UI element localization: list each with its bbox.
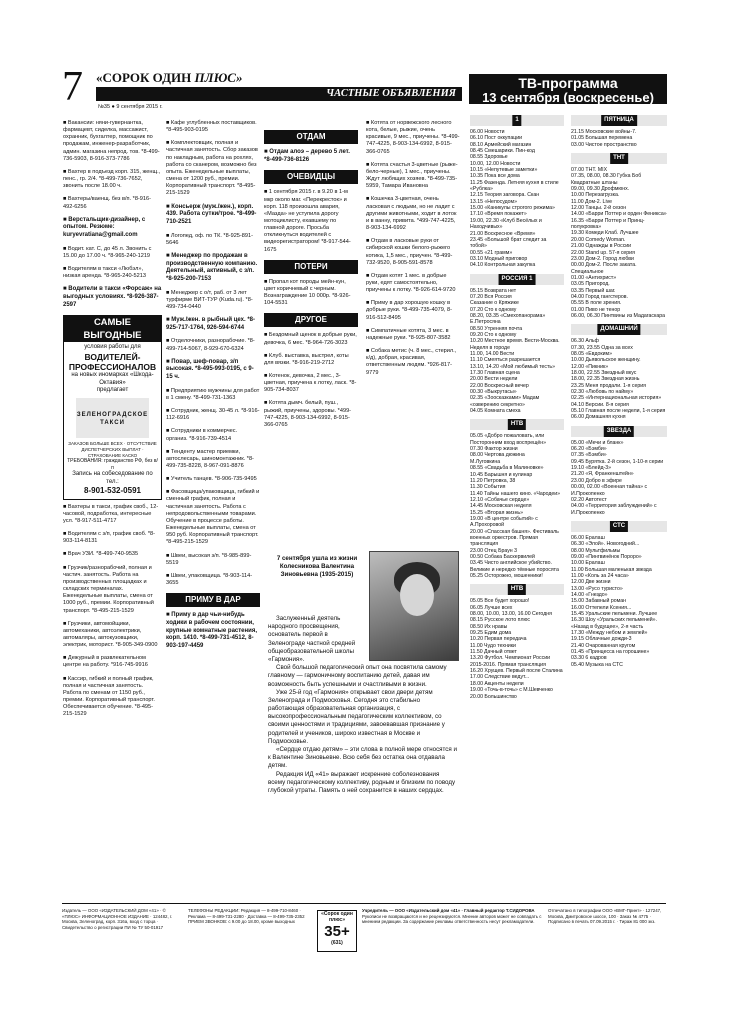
tv-listing: 16.35 «Барри Поттер и Принц-полукровка» [571,217,645,231]
channel-logo-bar [571,153,667,164]
tv-listing: 05.05 Все будет хорошо! [470,598,530,605]
tv-listing: 14.45 Московская неделя [470,503,532,510]
ad-item: ■ 1 сентября 2015 г. в 9.20 в 1-м мкр около маг. «Перекресток» и корп. 118 произошла авария, «Мазда» не уступила дорогу мотоциклисту, ехавшему по главной дороге. Просьба откликнуться водителей с видеорегистратором! *8-917-544-1675 [264,189,351,253]
ad-item: ■ Менеджер по продажам в производственную компанию. Деятельный, активный, с з/п. *8-925-200-7153 [166,252,258,282]
tv-listing: 14.00 «Барри Поттер и орден Феникса» [571,211,667,218]
founder-text: Учредитель — ООО «Издательский дом «41» · Главный редактор Т.СИДОРОВА [362,908,535,913]
ad-item: ■ Грузчики, автомойщики, автомеханики, автоэлектрики, автомаляры, автокузовщики, электрик, моторист. *8-905-349-0900 [63,620,158,649]
price-box [317,910,357,952]
publisher-info: Издатель — ООО «ИЗДАТЕЛЬСКИЙ ДОМ «41» · © «ПЛЮС» ИНФОРМАЦИОННОЕ ИЗДАНИЕ · 124482, г. Москва, Зеленоград, корп. 316а, вход с торца · Свидетельство о регистрации ПИ № ТУ 50-01917 [62,908,173,930]
ad-item: ■ Врач УЗИ. *8-499-740-9535 [63,551,139,558]
tv-listing: 01.00 Пиво не тенор [571,306,621,313]
tv-listing: 22.00 Stand up. 57-я серия [571,249,635,256]
tv-listing: 08.55 Здоровье [470,154,508,161]
ad-item: ■ Водителям с з/п, график своб. *8-903-114-8131 [63,531,156,545]
tv-listing: 07.20 Вся Россия [470,293,512,300]
tv-listing: 05.10 Главная после недели, 1-я серия [571,408,666,415]
promo-text: Запись на собеседование по тел.: [72,471,153,485]
obituary-paragraph: Уже 25-й год «Гармония» открывает свои двери детям Зеленограда и Подмосковья. Сегодня это стабильно работающая образовательная организация, с высокопрофессиональным педагогическим коллективом, со своими ценностями и традициями, завоевавшая признание у родителей и учеников, широко известная в Москве и Подмосковье. [268,688,445,745]
channel-name: НТВ [508,584,526,595]
obituary-headline: 7 сентября ушла из жизни Колесникова Валентина Зиновьевна (1935-2015) [276,555,358,579]
editor-phones [188,908,312,954]
tv-listing: 06.20 «Бэмби» [571,446,607,453]
tv-listing: 08.15 Русское лото плюс [470,617,530,624]
promo-phone: 8-901-532-0591 [84,486,141,496]
tv-listing: 09.00, 09.30 Дрофмюнх. [571,186,630,193]
ad-item: ■ Клуб. выставка, выстрел, коты для вязки. *8-916-219-2712 [264,352,349,366]
reception-hours: ПРИЕМ ЗВОНКОВ: с 9.00 до 18.00, кроме выходных [188,919,295,924]
tv-listing: 08.55 «Свадьба в Малиновке» [470,465,544,472]
tv-listing: 20.00 Большинство [470,693,517,700]
tv-listing: 07.35 «Бэмби» [571,452,607,459]
ad-item: ■ Вахтеры в такси, график своб., 12-часовой, подработка, интересные усл. *8-917-511-4717 [63,503,159,524]
tv-listing: 00.00, 02.00 «Военная тайна» с И.Прокопенко [571,484,648,497]
founder-info [362,908,542,954]
ad-item: ■ Вахтер в подъезд корп. 315, женщ., пенс., гр. 2/4. *8-499-736-7652, звонить после 18.00 ч. [63,168,161,190]
ad-item: ■ Водит. кат. С, до 45 л. Звонить с 15.00 до 17.00 ч. *8-965-240-1219 [63,245,152,259]
tv-listing: 13.00 «Русо туристо» [571,585,623,592]
ad-item: ■ Кассир, гибкий и полный график, полная и частичная занятость. Работа по сменам от 1150 руб., премии. Корпоративный транспорт. Обеспечивается обучение. *8-495-215-1529 [63,675,155,718]
channel-logo-bar [470,115,564,126]
obituary-block [264,545,459,878]
channel-logo-bar [571,426,667,437]
tv-listing: 23.00 Дом-2. Город любви [571,255,634,262]
tv-listing: 11.00 «Коль за 24 часа» [571,572,629,579]
tv-listing: 08.20, 03.35 «Смехопанорама» Е.Петросяна [470,312,546,326]
tv-listing: 00.50 Собака Баскервилей [470,553,535,560]
tv-listing: 21.00 Однажды в России [571,243,632,250]
tv-listing: 06.00, 06.30 Пинтвины из Мадагаскара [571,312,666,319]
tv-listing: 21.40 Очарованная кругом [571,642,636,649]
ad-item: ■ Водителям в такси «Любэл», низкая аренда. *8-965-240-5213 [63,266,146,280]
ad-item: ■ Муж./жен. в рыбный цех. *8-925-717-1764, 926-594-6744 [166,317,255,331]
tv-listing: 11.40 Тайны нашего кино. «Чародеи» [470,490,561,497]
tv-listing: 09.20 Сто к одному [470,331,517,338]
ad-item: ■ Верстальщик-дизайнер, с опытом. Резюме: kuryevratiana@gmail.com [63,216,146,239]
rubric-header: ОЧЕВИДЦЫ [264,170,358,184]
tv-listing: 02.35 «Зоосказками» Мадам «озверению секретно» [470,395,540,408]
tv-listing: 02.20 Автотест [571,496,607,503]
tv-listing: 11.00 Большая маленькая звезда [571,566,652,573]
tv-listing: 12.15 Теория заговора. Скан [470,192,540,199]
tv-date: 13 сентября (воскресенье) [482,90,654,105]
tv-listing: 12.00 «Пикник» [571,363,609,370]
tv-listing: 07.30, 23.55 Одна за всех [571,344,633,351]
ads-column-1 [63,120,162,725]
tv-listing: 10.00 Дьявольское женщину. [571,357,641,364]
channel-logo-bar [470,584,564,595]
tv-listing: 08.00 Чертова дюжина [470,452,525,459]
tv-listing: 01.45 «Принцесса на горошине» [571,649,650,656]
ad-item: ■ Симпатичные котята, 3 мес. в надежные руки. *8-925-807-3582 [366,327,451,341]
tv-listing: 12.00 Танцы. 2-й сезон [571,205,627,212]
tv-listing: 23.00 Добро в эфире [571,477,622,484]
tv-listing: 15.00 Забавный роман [571,598,626,605]
tv-listing: 23.25 Меня продали. 1-я серия [571,382,646,389]
channel-name: НТВ [508,419,526,430]
ad-item: ■ Консьерж (муж./жен.), корп. 439. Работа сутки/трое. *8-499-710-2521 [166,203,257,225]
ad-item: ■ Комплектовщик, полная и частичная занятость. Сбор заказов по накладным, работа на рохлях, работа со сканером, возможно без опыта. Еженедельные выплаты, смена от 1200 руб., премии. Корпоративный транспорт. *8-495-215-1529 [166,140,258,197]
tv-listing: 16.30 Шоу «Уральских пельменей». «Назад в будущее», 2-я часть [571,617,657,630]
tv-listing: 02.25 «Интернациональная история» [571,395,662,402]
tv-listing: 13.10, 14.20 «Мой любимый тесть» [470,363,555,370]
channel-name: ДОМАШНИЙ [597,324,640,335]
channel-name: ПЯТНИЦА [601,115,637,126]
tv-listing: 00.55 «21 грамм» [470,249,513,256]
ads-column-4 [366,120,460,383]
tv-listing: 22.00 Воскресный вечер [470,382,529,389]
tv-listing: 21.15 Московские войны-7. [571,129,637,135]
tv-listing: 07.35, 08.00, 08.30 Губка Боб Квадратные штаны [571,173,642,186]
tv-listing: 12.10 «Собачье сердце» [470,496,530,503]
tv-listing: 06.30 «Элой». Новогодний... [571,541,640,548]
promo-text: ТРЕБОВАНИЯ: гражданство РФ, без в/п [67,458,158,471]
tv-listing: 09.25 Едим дома [470,630,512,637]
tv-title: ТВ-программа [518,75,618,91]
tv-listing: 09.00 «Пингвинёнок Пороро» [571,553,642,560]
tv-listing: 10.35 Пока все дома [470,173,520,180]
tv-listing: 08.50 Утренняя почта [470,325,523,332]
tv-listing: 17.10 «Время покажет» [470,211,527,218]
ad-item: ■ Кошечка 3-цветная, очень ласковая с людьми, но не ладит с другими животными, ходит в лоток и в ванну, привита. *499-747-4225, 8-903-134-6992 [366,196,457,232]
channel-name: СТС [610,521,628,532]
tv-listing: 10.20 Первая передача [470,636,527,643]
tv-listing: 19.00 «Точь-в-точь» с М.Шевченко [470,687,553,694]
tv-listing: 07.00 ТНТ. MIX [571,167,608,174]
promo-brand: ЗЕЛЕНОГРАДСКОЕ ТАКСИ [76,412,149,426]
channel-name: 1 [512,115,521,126]
ad-item: ■ Учитель танцев. *8-906-735-9495 [166,476,257,483]
tv-listing: 19.00 «В центре событий» с А.Прохоровой [470,515,538,529]
tv-listing: 05.25 Осторожно, мошенники! [470,573,543,579]
issue-number: (631) [331,940,343,946]
rubric-header: ДРУГОЕ [264,313,358,327]
tv-listing: 08.05 «Евдоким» [571,350,612,357]
ad-item: ■ Логопед, оф. по ТК. *8-925-891-5646 [166,232,253,246]
ad-item: ■ Фасовщица/упаковщица, гибкий и сменный график, полная и частичная занятость. Работа с непродовольственными товарами. Обучение в процессе работы. Еженедельные выплаты, смена от 950 руб. Корпоративный транспорт. *8-495-215-1529 [166,489,260,546]
tv-column-right [571,110,667,668]
tv-listing: 09.45 Бурятка. 2-й сезон, 1-10-я серии [571,458,664,465]
tv-listing: 03.35 Первый шаг. [571,287,616,294]
ad-item: ■ Котята дымч. белый, пуш., рыжий, приучены, здоровы. *499-747-4225, 8-903-134-6992, 8-915-366-0765 [264,400,352,428]
ad-item: ■ Тенденту мастер приемки, автослесарь, шиномонтажник. *8-499-735-8228, 8-967-091-8876 [166,448,254,469]
rubric-header: ПРИМУ В ДАР [166,593,260,607]
tv-listing: 08.00, 10.00, 13.00, 16.00 Сегодня [470,611,552,618]
tv-listing: 20.00 Comedy Woman. [571,236,626,243]
tv-listing: 08.10 Армейский магазин [470,141,532,148]
tv-program-header [469,74,667,104]
ad-item: ■ Отдам алоэ – дерево 5 лет. *8-499-736-8126 [264,149,350,163]
ad-item: ■ Котята от норвежского лесного кота, белые, рыжие, очень красивые, 9 мес., приучены. *8-499-747-4225, 8-903-134-6992, 8-915-366-0765 [366,120,460,155]
promo-text: предлагает [96,387,129,394]
obituary-text [268,615,458,795]
tv-listing: 13.15 «Непосудом» [470,198,518,205]
footer-notes: Рукописи не возвращаются и не рецензируются. Мнение авторов может не совпадать с мнением редакции. За содержание рекламы ответственность несут рекламодатели. [362,913,542,924]
ad-item: ■ Приму в дар чьи-нибудь ходики в рабочем состоянии, крупные комнатные растения, корп. 1410. *8-499-731-4512, 8-903-197-4459 [166,612,257,649]
tv-listing: 20.00 Вести недели [470,376,518,383]
promo-text: ЗАКАЗОВ БОЛЬШЕ ВСЕХ · ОТСУТСТВИЕ ДИСПЕТЧЕРСКИХ ВЫПЛАТ · СТРАХОВАНИЕ КАСКО [68,441,157,458]
channel-logo-bar [571,115,667,126]
tv-listing: 08.50 Их нравы [470,623,508,630]
tv-listing: 07.20 Сто к одному [470,306,517,313]
price-label: «Сорок один плюс» [321,911,353,923]
price-value: 35+ [324,923,350,940]
channel-name: РОССИЯ 1 [499,274,536,285]
tv-listing: 11.00 Дом-2. Live [571,198,613,205]
tv-listing: 00.30 «Выкрутасы» [470,389,517,396]
tv-listing: 04.05 Комната смеха [470,408,521,415]
car-logo-image [76,398,149,438]
tv-listing: 08.45 Смешарики. Пин-код [470,148,535,155]
page-number: 7 [62,64,83,110]
tv-listing: 21.20 «Я, Франкенштейн» [571,471,634,478]
ad-item: ■ Вакансии: няни-гувернантка, фармацевт, сиделка, массажист, охранник, бухгалтер, помощник по продажам, инженер-разработчик, админ. магазина непрод. тов. *8-499-736-5903, 8-916-373-7786 [63,120,160,162]
tv-listing: 00.00 Дом-2. После заката. Специальное [571,262,637,275]
newspaper-title: «СОРОК ОДИН ПЛЮС» [96,70,243,85]
channel-logo-bar [470,419,564,430]
promo-headline: САМЫЕ ВЫГОДНЫЕ [64,316,161,342]
tv-listing: 04.00 «Территория заблуждений» с И.Прокопенко [571,503,657,516]
tv-listing: 06.00 Новости [470,129,505,135]
tv-listing: 10.20 Местное время. Вести-Москва. Неделя в городе [470,338,560,351]
editor-phones-text: ТЕЛЕФОНЫ РЕДАКЦИИ: Редакция — 8-499-710-8460 · Реклама — 8-499-731-2280 · Доставка — 8-499-735-2352 [188,908,305,919]
ad-item: ■ Кафе углубленных поставщиков. *8-495-903-0195 [166,120,257,134]
tv-listing: 01.00 «Антихрист» [571,274,617,281]
tv-listing: 11.30 События [470,484,506,491]
tv-listing: М.Луговкина [470,458,501,465]
tv-listing: 20.00 «Спасская башня». Фестиваль военных оркестров. Прямая трансляция [470,528,559,548]
ad-item: ■ Приму в дар хорошую кошку в добрые руки. *8-499-735-4079, 8-916-512-8495 [366,300,452,321]
channel-logo-bar [571,521,667,532]
tv-listing: 03.00 Чистое пространство [571,141,637,148]
tv-listing: 06.30 Альф [571,338,599,345]
tv-listing: 10.00 Ералаш [571,560,605,567]
tv-listing: 04.10 Контрольная закупка [470,262,536,269]
obituary-paragraph: Редакция ИД «41» выражает искренние соболезнования всему педагогическому коллективу, родным и близким по поводу глубокой утраты. Память о ней сохранится в наших сердцах. [268,770,456,794]
tv-listing: 04.00 Город гангстеров. [571,293,628,300]
ad-item: ■ Повар, шеф-повар, з/п высокая. *8-495-993-0195, с 9-15 ч. [166,358,254,381]
tv-listing: 07.30 Фактор жизни [470,446,518,453]
taxi-promo [63,315,162,499]
tv-listing: 19.15 Облачные дожди-3 [571,636,632,643]
tv-listing: 15.00 «Каникулы строгого режима» [470,205,555,212]
channel-logo-bar [470,274,564,285]
ad-item: ■ Дежурный в развлекательном центре на работу. *916-745-9916 [63,655,148,669]
issue-date: №35 ● 9 сентября 2015 г. [98,104,163,110]
tv-listing: 17.30 «Между небом и землей» [571,630,648,637]
ad-item: ■ Отделочники, разнорабочие. *8-499-714-5067, 8-929-670-6324 [166,338,255,352]
tv-listing: 08.00 Мультфильмы [571,547,621,554]
tv-listing: 05.05 «Добро пожаловать, или Посторонним вход воспрещён» [470,433,547,446]
tv-listing: 05.55 В поле зрения. [571,300,622,307]
tv-listing: 10.15 «Непутевые заметки» [470,167,538,174]
channel-logo-bar [571,324,667,335]
ad-item: ■ Отдам котят 1 мес. в добрые руки, едят самостоятельно, приучены к лотку. *8-926-614-9720 [366,272,456,294]
tv-listing: 06.05 Лучше всех [470,604,513,611]
promo-text: условия работы для [84,344,141,351]
ad-item: ■ Вахтеры/ваенщ. без в/п. *8-916-492-6256 [63,196,151,210]
tv-listing: 17.00 Следствие ведут... [470,674,530,681]
ads-column-2 [166,120,260,657]
tv-listing: 10.45 Барышня и кулинар [470,471,533,478]
rubric-header: ПОТЕРИ [264,260,358,274]
tv-listing: 11.00 Чудо техники [470,642,516,649]
tv-column-left [470,110,564,700]
ad-item: ■ Собака метис (ч. 8 мес., стерил., к/д), добрая, красивая, ответственным людям. *926-817-9779 [366,348,457,376]
tv-listing: 12.00 Две жизни [571,579,611,586]
ad-item: ■ Пропал кот породы мейн-кун, цвет коричневый с черным. Вознаграждение 10 000р. *8-926-104-5531 [264,278,351,307]
ads-column-3 [264,126,358,435]
promo-text: на новых иномарках «Шкода-Октавия» [71,372,154,386]
print-info: Отпечатано в типографии ООО «ВМГ-Принт» · 127247, Москва, Дмитровское шоссе, 100 · Заказ № 4775 · Подписано в печать 07.09.2015 г. · Тираж 81 000 экз. [548,908,662,924]
ad-item: ■ Швеи, высокая з/п. *8-985-899-5519 [166,552,252,566]
ad-item: ■ Предприятию мужчины для работ в 1 смену. *8-499-731-1363 [166,387,260,401]
rubric-header: ОТДАМ [264,130,358,144]
tv-listing: 17.30 Главная сцена [470,370,520,377]
tv-listing: 11.10 Смеяться разрешается [470,357,541,364]
tv-listing: 01.05 Большая перемена [571,135,633,142]
tv-listing: 11.20 Петровка, 38 [470,477,516,484]
ad-item: ■ Котята счастья 3-цветные (рыже-бело-черные), 1 мес., приучены. Ждут любящих хозяев. *8-499-735-5959, Тамара Ивановна [366,161,458,190]
tv-listing: 03.05 Пригород. [571,281,610,288]
ad-item: ■ Котенок, девочка, 2 мес., 3-цветная, приучена к лотку, ласк. *8-905-734-8037 [264,373,357,394]
ad-item: ■ Бездомный щенок в добрые руки, девочка, 6 мес. *8-964-726-3023 [264,332,357,346]
tv-listing: 15.45 Уральские пельмени. Лучшее [571,611,658,617]
ad-item: ■ Водители в такси «Форсаж» на выгодных условиях. *8-926-387-2597 [63,286,162,308]
tv-listing: 19.00, 22.30 «Клуб Весёлых и Находчивых» [470,217,542,231]
imprint-footer [62,903,666,957]
channel-name: ТНТ [610,153,628,164]
tv-listing: 10.00, 12.00 Новости [470,160,521,167]
tv-listing: 06.00 Ералаш [571,534,605,541]
section-title: ЧАСТНЫЕ ОБЪЯВЛЕНИЯ [96,87,462,101]
tv-listing: 23.45 «Большой брат следит за тобой» [470,236,547,250]
tv-listing: 04.10 Версии. 8-я серия [571,401,629,408]
ad-item: ■ Отдам в ласковые руки от сибирской кошки белого-рыжего котика, 1,5 мес., приучен. *8-499-732-9520, 8-905-591-8578 [366,238,453,266]
tv-listing: 05.40 Музыка на СТС [571,661,623,668]
tv-listing: 11.50 Дачный ответ [470,649,517,656]
tv-listing: 16.00 Оттепели Ксения... [571,604,632,611]
tv-listing: 05.15 Возврата нет [470,287,517,294]
tv-listing: 18.00, 22.35 Звездная жизнь [571,376,640,383]
tv-listing: 15.25 «Вторая жизнь» [470,509,524,516]
obituary-paragraph: Заслуженный деятель народного просвещения, основатель первой в Зеленограде частной средней общеобразовательной школы «Гармония». [268,615,356,663]
tv-listing: 11.25 Фазенда. Летняя кухня в стиле «Рублка» [470,179,559,193]
tv-listing: 23.00 Отец Браун 3 [470,547,517,554]
tv-listing: 05.00 «Мечи и бланк» [571,439,624,446]
tv-listing: 03.10 Модный приговор [470,255,528,262]
tv-listing: 16.20 Хрущев. Первый после Сталина [470,668,563,675]
obituary-paragraph: Свой большой педагогический опыт она посвятила самому главному — гармоничному воспитанию детей, давая им возможность быть успешными и счастливыми в жизни. [268,664,447,688]
tv-listing: 03.45 Чисто английское убийство. Великие и нередко тёмные поросята [470,560,559,573]
ad-item: ■ Грузчик/разнорабочий, полная и частич. занятость. Работа на производственных площадках и складских терминалах. Еженедельные выплаты, смена от 1000 руб., премии. Корпоративный транспорт. *8-495-215-1529 [63,564,154,614]
promo-text: ВОДИТЕЛЕЙ-ПРОФЕССИОНАЛОВ [68,352,157,373]
tv-listing: 13.20 Футбол. Чемпионат России 2015-2016. Прямая трансляция [470,655,551,668]
tv-listing: 19.30 Комеди Клаб. Лучшее [571,230,639,237]
obituary-paragraph: «Сердце отдаю детям» – эти слова в полной мере относятся и к Валентине Зиновьевне. Всю себя без остатка она отдавала детям. [268,746,457,770]
tv-listing: 19.10 «Блейд-3» [571,465,611,472]
tv-listing: 11.00, 14.00 Вести [470,351,515,357]
tv-listing: 03.30 6 кадров [571,655,607,662]
tv-listing: Сказание о Кряжике [470,300,519,307]
tv-listing: 06.00 Домашняя кухня [571,414,626,421]
ad-item: ■ Сотрудники в коммерчес. организ. *8-916-739-4514 [166,428,238,442]
ad-item: ■ Сотрудник, женщ. 30-45 л. *8-916-112-6916 [166,408,260,422]
tv-listing: 18.00 Акценты недели [470,680,524,687]
ad-item: ■ Менеджер с о/т, раб. от 3 лет турфирме ВИТ-ТУР (Kuda.ru). *8-499-734-0440 [166,289,253,310]
tv-listing: 14.00 «Гнездо» [571,591,608,598]
tv-listing: 10.00 Перезагрузка. [571,192,620,199]
channel-name: ЗВЕЗДА [604,426,634,437]
tv-listing: 02.30 «Любовь по найму» [571,389,634,396]
ad-item: ■ Швеи, упаковщица. *8-903-114-3655 [166,572,253,586]
tv-listing: 06.10 Пост оккупации [470,135,522,142]
tv-listing: 18.00, 22.55 Звездный вкус [571,370,637,376]
tv-listing: 21.00 Воскресное «Время» [470,230,536,237]
